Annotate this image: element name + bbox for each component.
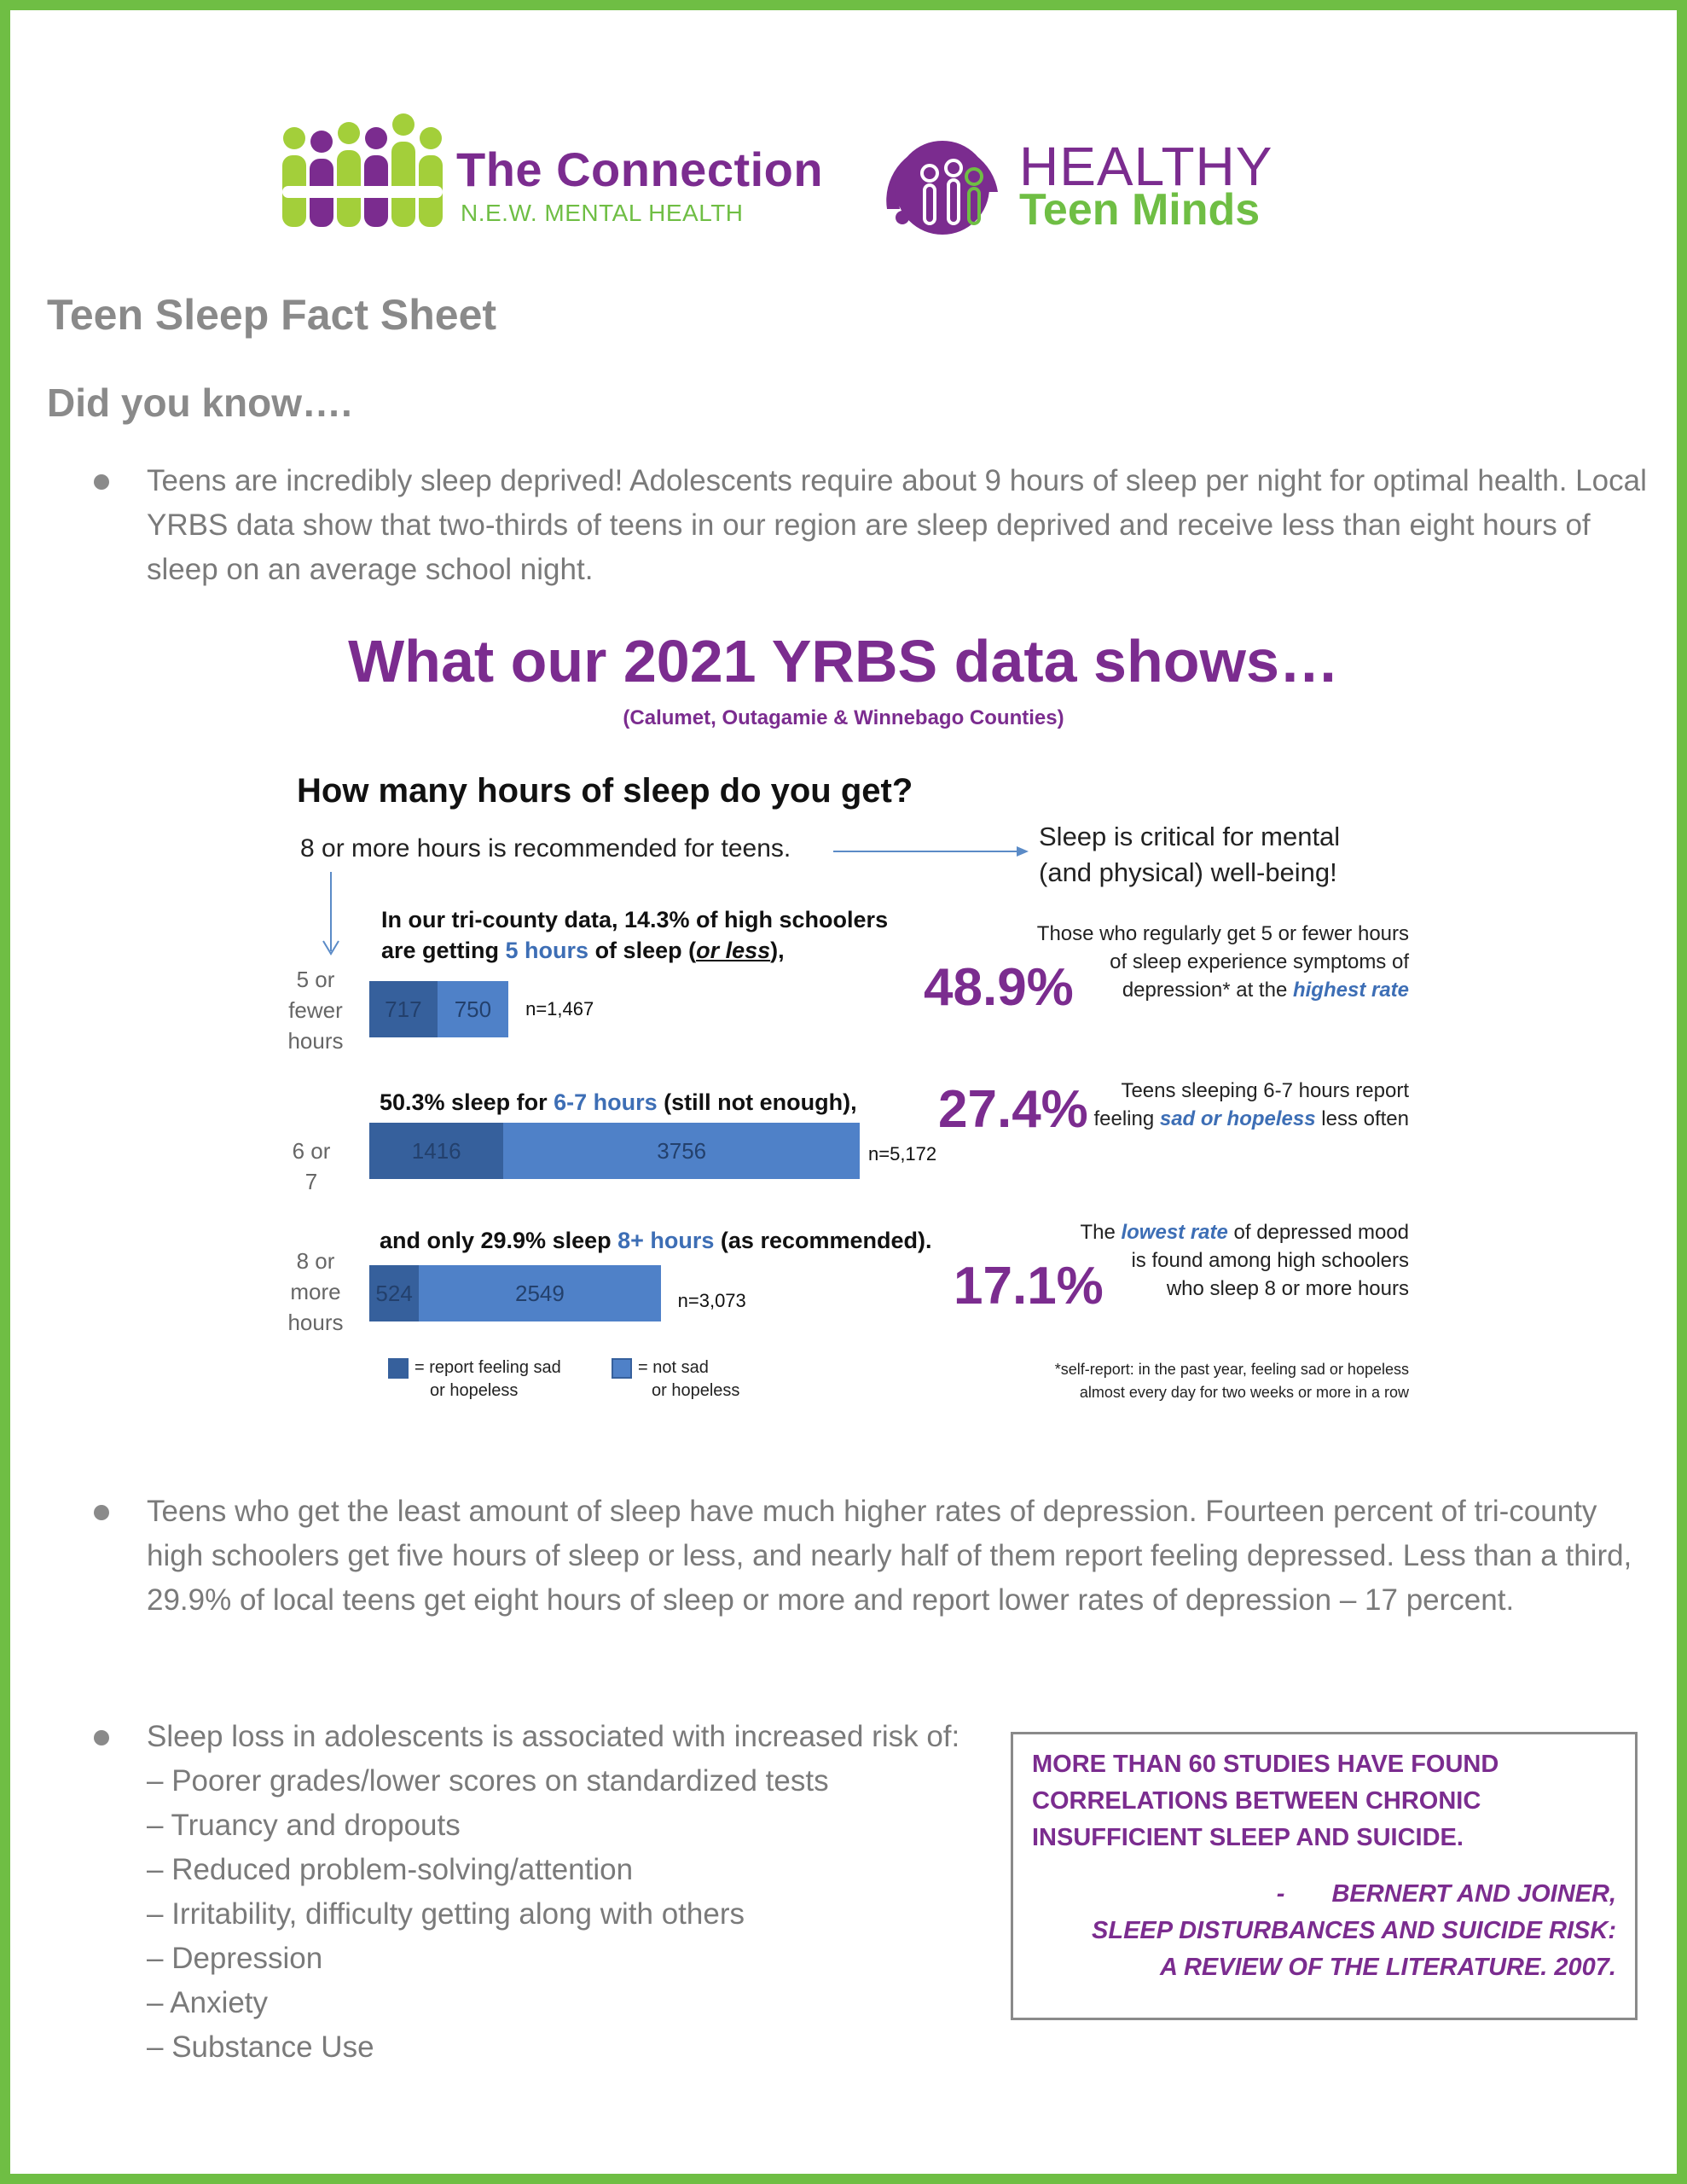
footnote xyxy=(1006,1358,1409,1404)
bar-segment-sad: 524 xyxy=(369,1265,419,1321)
legend-swatch-sad xyxy=(388,1358,409,1379)
legend-not-sad-line1: = not sad xyxy=(638,1358,709,1377)
caption-5-hours-line1: In our tri-county data, 14.3% of high schoolers xyxy=(381,907,889,932)
bullet-dot xyxy=(94,474,109,490)
quote-source-2: A REVIEW OF THE LITERATURE. 2007. xyxy=(1160,1954,1616,1981)
quote-box xyxy=(1011,1732,1638,2020)
footnote-line1: *self-report: in the past year, feeling sad or hopeless xyxy=(1054,1361,1409,1378)
connection-logo-title: The Connection xyxy=(456,142,824,196)
sleep-critical-line2: (and physical) well-being! xyxy=(1039,857,1337,887)
legend-not-sad xyxy=(638,1356,739,1403)
quote-author-line xyxy=(1028,1876,1616,1913)
stat2-note-a: Teens sleeping 6-7 hours report xyxy=(1121,1079,1409,1102)
cap3-b: 8+ hours xyxy=(617,1228,715,1253)
stat-17-1-note xyxy=(1058,1218,1409,1303)
stat3-note-hl: lowest rate xyxy=(1121,1221,1228,1244)
people-icon xyxy=(277,111,448,230)
stat2-note-b xyxy=(1058,1105,1409,1133)
stat3-note-b: is found among high schoolers xyxy=(1131,1249,1409,1272)
stat3-note-c: who sleep 8 or more hours xyxy=(1166,1277,1409,1300)
htm-logo-line1: HEALTHY xyxy=(1019,136,1273,197)
risk-item: – Substance Use xyxy=(147,2030,374,2064)
bar-segment-sad: 1416 xyxy=(369,1123,503,1179)
stat-27-4-note xyxy=(1058,1077,1409,1133)
quote-author: BERNERT AND JOINER, xyxy=(1331,1880,1616,1908)
stat1-note-c-text: depression* at the xyxy=(1122,979,1293,1002)
stat-48-9-note xyxy=(972,920,1409,1004)
page-title: Teen Sleep Fact Sheet xyxy=(47,291,497,339)
the-connection-logo xyxy=(277,111,823,230)
stat-48-9: 48.9% xyxy=(924,958,1074,1017)
htm-logo-line2: Teen Minds xyxy=(1019,185,1261,235)
risk-intro: Sleep loss in adolescents is associated with increased risk of: xyxy=(147,1720,960,1753)
cap2-c: (still not enough), xyxy=(657,1089,857,1115)
stat1-note-b: of sleep experience symptoms of xyxy=(1110,950,1409,973)
risk-item: – Anxiety xyxy=(147,1986,269,2019)
page-subtitle: Did you know…. xyxy=(47,380,352,425)
caption-5-hours xyxy=(381,904,888,966)
risk-item: – Irritability, difficulty getting along with others xyxy=(147,1897,745,1931)
risk-item: – Depression xyxy=(147,1942,323,1975)
bar-total-label: n=3,073 xyxy=(677,1290,746,1311)
category-label: 6 or 7 xyxy=(292,1138,331,1194)
heads-icon xyxy=(878,132,1006,235)
healthy-teen-minds-logo xyxy=(878,128,1273,239)
bar-total-label: n=5,172 xyxy=(868,1143,937,1165)
category-label: 5 or fewer hours xyxy=(287,967,344,1054)
bar-total-label: n=1,467 xyxy=(525,998,594,1019)
quote-text: MORE THAN 60 STUDIES HAVE FOUND CORRELATIONS BETWEEN CHRONIC INSUFFICIENT SLEEP AND SUICIDE. xyxy=(1032,1751,1499,1851)
cap2-b: 6-7 hours xyxy=(554,1089,658,1115)
stat-27-4: 27.4% xyxy=(938,1080,1088,1139)
bar-row xyxy=(369,1123,860,1179)
risk-item: – Truancy and dropouts xyxy=(147,1809,461,1842)
risk-item: – Poorer grades/lower scores on standardized tests xyxy=(147,1764,829,1798)
bar-segment-not-sad: 2549 xyxy=(419,1265,660,1321)
infographic-question: How many hours of sleep do you get? xyxy=(297,772,913,810)
legend-not-sad-line2: or hopeless xyxy=(652,1381,740,1400)
bar-row xyxy=(369,1265,661,1321)
cap1-e: or less xyxy=(696,938,771,963)
cap1-f: ), xyxy=(770,938,785,963)
infographic-subtitle: (Calumet, Outagamie & Winnebago Counties) xyxy=(623,706,1064,729)
stat3-note-a xyxy=(1058,1218,1409,1246)
sleep-critical-note xyxy=(1039,819,1340,891)
bar-row xyxy=(369,981,508,1037)
quote-dash: - xyxy=(1276,1880,1285,1908)
legend-sad-line1: = report feeling sad xyxy=(415,1358,561,1377)
bar-segment-sad: 717 xyxy=(369,981,438,1037)
risk-item: – Reduced problem-solving/attention xyxy=(147,1853,634,1886)
cap2-a: 50.3% sleep for xyxy=(380,1089,554,1115)
category-label: 8 or more hours xyxy=(287,1248,344,1335)
legend-swatch-not-sad xyxy=(612,1358,632,1379)
footnote-line2: almost every day for two weeks or more in a row xyxy=(1079,1384,1409,1401)
cap1-d: of sleep ( xyxy=(588,938,697,963)
stat1-note-hl: highest rate xyxy=(1292,979,1409,1002)
stat1-note-c xyxy=(972,976,1409,1004)
stat3-note-a-post: of depressed mood xyxy=(1227,1221,1409,1244)
bullet-depression-rates: Teens who get the least amount of sleep have much higher rates of depression. Fourteen percent of tri-county high schoolers get five hours of sleep or less, and nearly half of them report feeling depressed. Less than a third, 29.9% of local teens get eight hours of sleep or more and report lower rates of depression – 17 percent. xyxy=(147,1495,1632,1617)
caption-5-hours-line2 xyxy=(381,935,888,966)
bullet-sleep-deprived: Teens are incredibly sleep deprived! Adolescents require about 9 hours of sleep per night for optimal health. Local YRBS data show that two-thirds of teens in our region are sleep deprived and receive less than eight hours of sleep on an average school night. xyxy=(147,464,1647,586)
recommend-note: 8 or more hours is recommended for teens. xyxy=(300,834,791,863)
connection-logo-tagline: N.E.W. MENTAL HEALTH xyxy=(461,200,744,226)
cap3-a: and only 29.9% sleep xyxy=(380,1228,618,1253)
caption-6-7-hours xyxy=(380,1087,857,1118)
sleep-critical-line1: Sleep is critical for mental xyxy=(1039,822,1341,851)
stat2-note-c: less often xyxy=(1315,1107,1409,1130)
cap1-b: are getting xyxy=(381,938,506,963)
infographic-title: What our 2021 YRBS data shows… xyxy=(348,628,1339,694)
quote-attribution xyxy=(1028,1876,1616,1986)
bar-segment-not-sad: 750 xyxy=(438,981,508,1037)
bullet-dot xyxy=(94,1505,109,1520)
legend-sad xyxy=(415,1356,561,1403)
legend-sad-line2: or hopeless xyxy=(430,1381,519,1400)
stat2-note-hl: sad or hopeless xyxy=(1159,1107,1316,1130)
quote-source-1: SLEEP DISTURBANCES AND SUICIDE RISK: xyxy=(1092,1917,1616,1944)
stat3-note-a-pre: The xyxy=(1080,1221,1122,1244)
cap3-c: (as recommended). xyxy=(714,1228,932,1253)
bar-segment-not-sad: 3756 xyxy=(503,1123,860,1179)
stat-17-1: 17.1% xyxy=(954,1257,1104,1316)
cap1-c: 5 hours xyxy=(505,938,589,963)
stat2-note-b-text: feeling xyxy=(1093,1107,1160,1130)
risk-list xyxy=(147,1715,959,2070)
bullet-dot xyxy=(94,1730,109,1745)
caption-8-hours xyxy=(380,1225,932,1256)
stat1-note-a: Those who regularly get 5 or fewer hours xyxy=(1036,922,1409,945)
